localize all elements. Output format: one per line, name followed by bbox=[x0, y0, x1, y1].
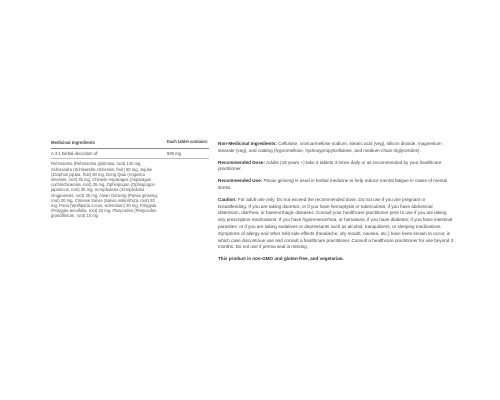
header-each-tablet-contains: Each tablet contains: bbox=[167, 139, 209, 145]
recommended-use-text: is used in herbal medicine to help reduce mental fatigue in cases of mental stress. bbox=[218, 178, 448, 190]
ingredient-list: Rehmannia (Rehmannia glutinosa, root) 140 mg, Schisandra (Schisandra chinensis, fruit) 60 mg, Jujube (Ziziphus jujuba, fruit) 60 mg, Dong Quai (Angelica sinensis, root) 35 mg, Chinese Asparagus (Asparagus cochinchinensis, root) 35 mg, Ophiopogon (Ophiopogon japonicus, root) 35 mg, Scrophularia (Scrophularia ningpoensis, root) 35 mg, Asian Ginseng (Panax ginseng, root) 20 mg, Chinese Salvia (Salvia miltiorrhiza, root) 20 mg, Poria (Wolfiporia cocos, sclerotium) 20 mg, Polygala (Polygala tenuifolia, root) 20 mg, Platycodon (Platycodon grandiflorum, root) 15 mg bbox=[51, 161, 158, 219]
row-label: A 4:1 herbal decoction of: bbox=[51, 151, 99, 157]
header-medicinal-ingredients: Medicinal Ingredients bbox=[51, 140, 95, 145]
recommended-use bbox=[218, 178, 454, 192]
recommended-dose-label: Recommended Dose: bbox=[218, 159, 265, 165]
recommended-use-label: Recommended Use: bbox=[218, 178, 263, 184]
caution bbox=[218, 197, 454, 251]
recommended-dose-text: Adults (19 years +) take 3 tablets 3 times daily or as recommended by your healthcare practitioner. bbox=[218, 159, 442, 172]
row-value: 500 mg bbox=[167, 151, 181, 157]
caution-label: Caution: bbox=[218, 196, 237, 202]
recommended-dose bbox=[218, 160, 454, 174]
table-row bbox=[51, 149, 209, 159]
table-header bbox=[51, 140, 209, 149]
caution-text: For adult use only. Do not exceed the recommended dose. Do not use if you are pregnant or breastfeeding. If you are taking diuretics, or if you have hemoptysis or tuberculosis, if you have abdominal distension, diarrhea, or haemorrhagic diseases. Consult your healthcare practitioner prior to use if you are taking any prescription medications. If you have hypermenorrhea, or hematuria, if you have diabetes; if you have intestinal parasites; or if you are taking sedatives or depressants such as alcohol, tranquilizers, or sleeping medications. Symptoms of allergy and other mild side effects (headache, dry mouth, nausea, etc.) have been known to occur, in which case discontinue use and consult a healthcare practitioner. Consult a healthcare practitioner for use beyond 3 months. Do not use if perma seal is missing. bbox=[218, 196, 454, 250]
non-medicinal-text: Cellulose, croscarmellose sodium, stearic acid (veg), silicon dioxide, magnesium stearate (veg), and coating (hypromellose, hydroxypropylcellulose, and medium-chain triglycerides). bbox=[218, 141, 442, 153]
product-info-column bbox=[218, 141, 454, 268]
medicinal-ingredients-table bbox=[51, 140, 209, 219]
non-medicinal-label: Non-Medicinal Ingredients: bbox=[218, 141, 277, 146]
recommended-use-species: Panax ginseng bbox=[262, 178, 294, 184]
non-medicinal-ingredients bbox=[218, 141, 454, 155]
product-claims: This product is non-GMO and gluten-free, and vegetarian. bbox=[218, 256, 344, 262]
